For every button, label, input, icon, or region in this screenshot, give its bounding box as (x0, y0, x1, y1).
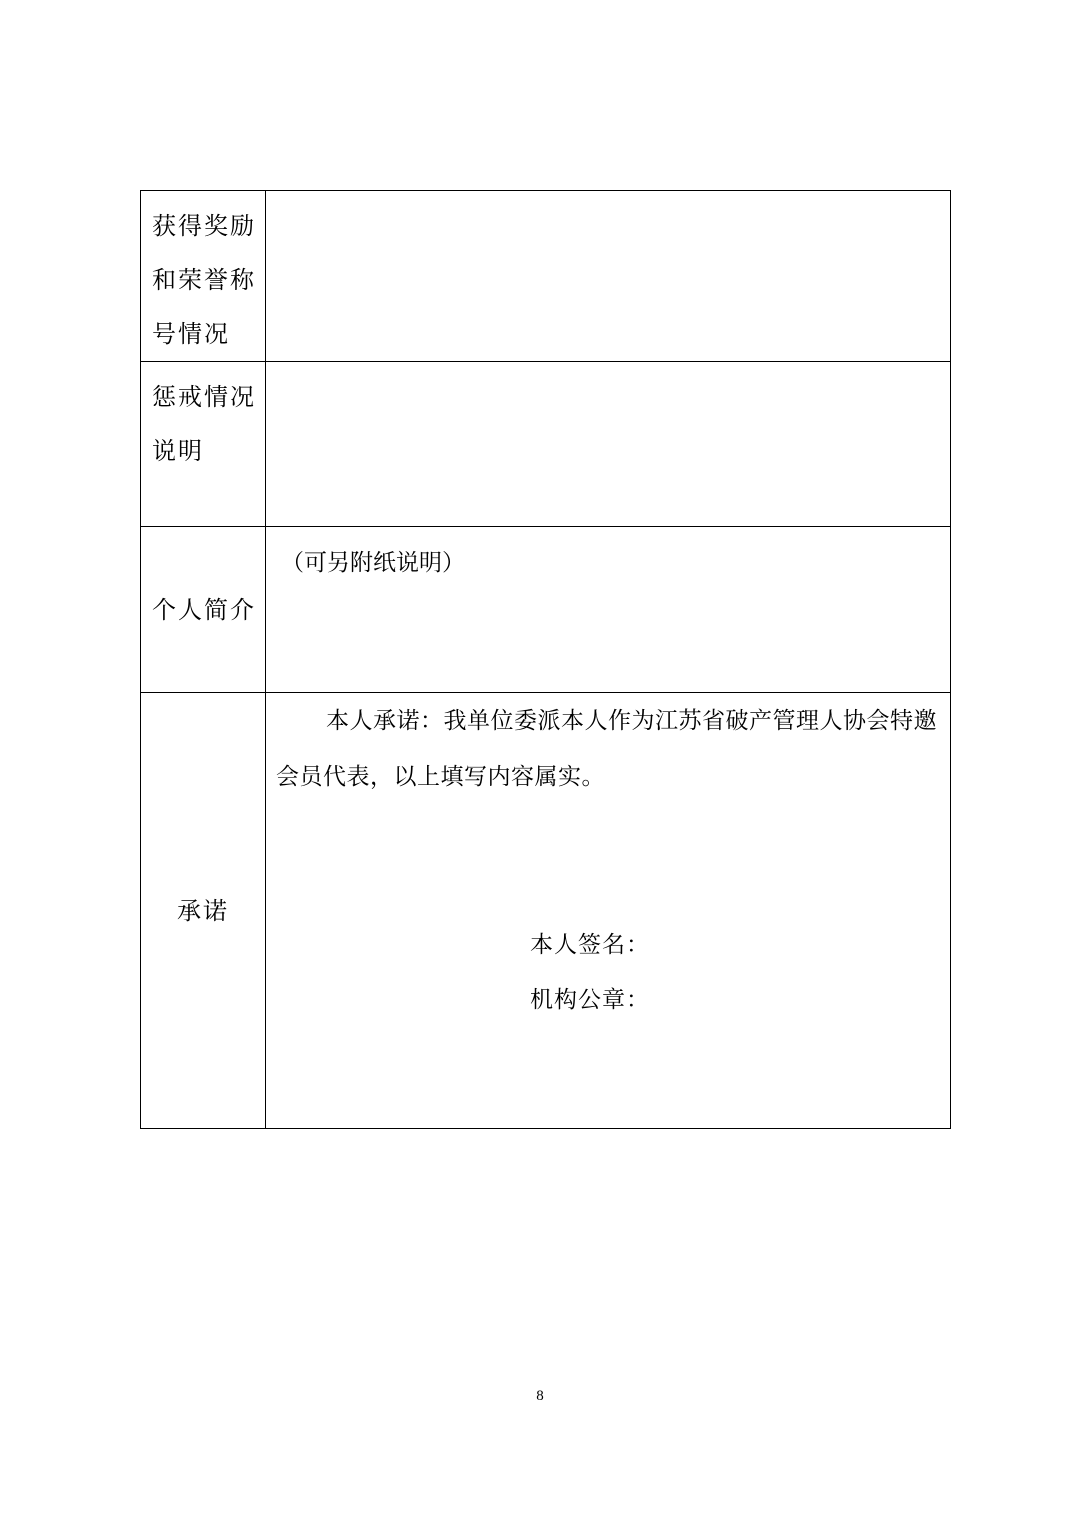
promise-content (266, 693, 951, 1129)
promise-label: 承诺 (141, 693, 266, 1129)
punishment-label-line-1: 惩戒情况 (152, 383, 256, 411)
signature-label: 本人签名： (530, 932, 650, 958)
seal-label: 机构公章： (530, 987, 650, 1013)
promise-statement: 本人承诺：我单位委派本人作为江苏省破产管理人协会特邀会员代表，以上填写内容属实。 (276, 708, 937, 790)
member-info-form-table (140, 190, 951, 1129)
awards-row (141, 191, 951, 362)
punishment-row (141, 362, 951, 527)
page-number: 8 (536, 1388, 544, 1404)
punishment-label (141, 362, 266, 527)
awards-label (141, 191, 266, 362)
awards-label-line-2: 和荣誉称 (152, 266, 256, 294)
intro-content-field[interactable] (266, 527, 951, 693)
awards-label-line-3: 号情况 (152, 320, 230, 348)
intro-note: （可另附纸说明） (281, 550, 465, 576)
awards-label-line-1: 获得奖励 (152, 212, 256, 240)
punishment-content-field[interactable] (266, 362, 951, 527)
intro-label: 个人简介 (141, 527, 266, 693)
promise-row (141, 693, 951, 1129)
awards-content-field[interactable] (266, 191, 951, 362)
intro-row (141, 527, 951, 693)
punishment-label-line-2: 说明 (152, 437, 204, 465)
